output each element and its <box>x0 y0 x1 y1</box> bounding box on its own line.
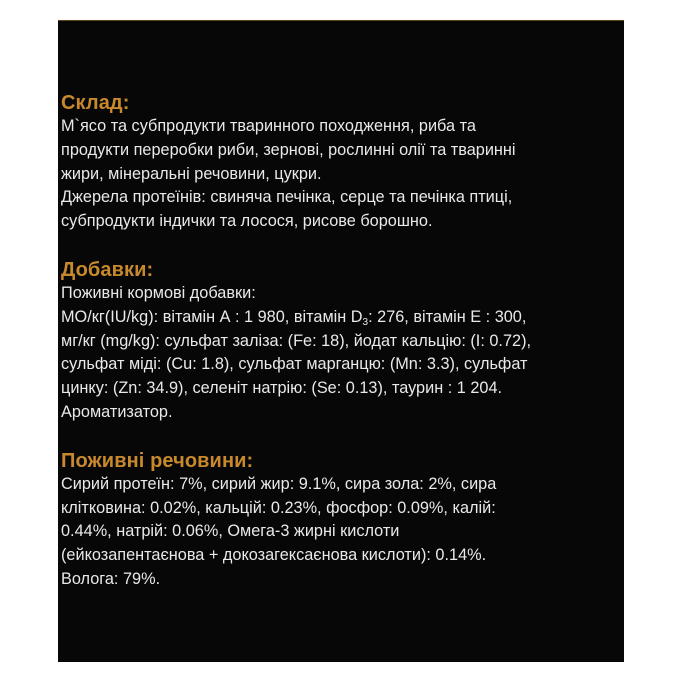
additives-heading: Добавки: <box>61 258 154 281</box>
composition-line: М`ясо та субпродукти тваринного походження, риба та <box>61 117 476 135</box>
additives-line-vitamins <box>61 306 624 330</box>
composition-line: жири, мінеральні речовини, цукри. <box>61 164 322 183</box>
additives-line: Ароматизатор. <box>61 402 173 421</box>
nutrients-text <box>61 473 624 592</box>
nutrients-line: Волога: 79%. <box>61 569 161 588</box>
additives-line: цинку: (Zn: 34.9), селеніт натрію: (Se: 0.13), таурин : 1 204. <box>61 379 503 398</box>
nutrients-line: Сирий протеїн: 7%, сирий жир: 9.1%, сира зола: 2%, сира <box>61 474 497 493</box>
label-panel <box>58 20 624 662</box>
nutrients-heading: Поживні речовини: <box>61 449 254 472</box>
vitamin-d-subscript: 3 <box>362 316 369 328</box>
vitamins-text-a: МО/кг(IU/kg): вітамін А : 1 980, вітамін D <box>61 307 363 326</box>
additives-line: мг/кг (mg/kg): сульфат заліза: (Fe: 18), йодат кальцію: (I: 0.72), <box>61 331 532 350</box>
composition-line: Джерела протеїнів: свиняча печінка, серце та печінка птиці, <box>61 188 513 207</box>
composition-heading: Склад: <box>61 92 130 114</box>
composition-line: субпродукти індички та лосося, рисове борошно. <box>61 212 433 231</box>
composition-text <box>61 115 624 234</box>
additives-text <box>61 282 624 425</box>
nutrients-line: 0.44%, натрій: 0.06%, Омега-3 жирні кислоти <box>61 522 400 541</box>
additives-line: сульфат міді: (Cu: 1.8), сульфат марганцю: (Mn: 3.3), сульфат <box>61 355 528 374</box>
label-content <box>58 91 624 592</box>
additives-line: Поживні кормові добавки: <box>61 283 256 302</box>
nutrients-line: клітковина: 0.02%, кальцій: 0.23%, фосфор: 0.09%, калій: <box>61 498 496 517</box>
section-spacer <box>61 425 624 449</box>
vitamins-text-b: : 276, вітамін Е : 300, <box>368 307 527 326</box>
composition-line: продукти переробки риби, зернові, рослинні олії та тваринні <box>61 140 516 159</box>
section-spacer <box>61 234 624 258</box>
nutrients-line: (ейкозапентаєнова + докозагексаєнова кислоти): 0.14%. <box>61 546 487 565</box>
